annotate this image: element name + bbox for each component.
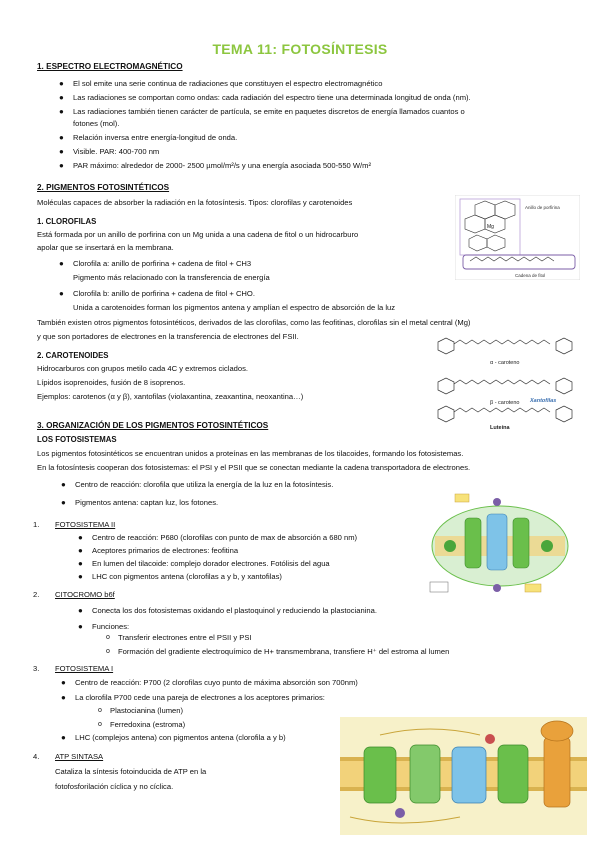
bullet-icon: ● (59, 93, 64, 102)
photosystems-line-1: Los pigmentos fotosintéticos se encuentran unidos a proteínas en las membranas de los tilacoides, formando los fotosistemas. (37, 449, 464, 458)
list-item: ● Las radiaciones también tienen carácter de partícula, se emite en paquetes discretos de energía llamados cuantos o (59, 107, 465, 116)
list-item: o Formación del gradiente electroquímico de H+ transmembrana, transfiere H⁺ del estroma al lumen (106, 647, 450, 656)
atp-line-1: Cataliza la síntesis fotoinducida de ATP en la (55, 767, 207, 776)
list-item: ● Relación inversa entre energía-longitud de onda. (59, 133, 238, 142)
list-item: ● Visible. PAR: 400-700 nm (59, 147, 160, 156)
list-item: ● Centro de reacción: clorofila que utiliza la energía de la luz en la fotosíntesis. (61, 480, 334, 489)
circle-bullet-icon: o (106, 634, 110, 641)
carotenoid-heading: 2. CAROTENOIDES (37, 351, 109, 360)
list-item: ● La clorofila P700 cede una pareja de electrones a los aceptores primarios: (61, 693, 325, 702)
chlorophyll-line-4: y que son portadores de electrones en la transferencia de electrones del FSII. (37, 332, 299, 341)
section-1-list (59, 79, 573, 173)
bullet-icon: ● (78, 546, 83, 555)
porphyrin-label: Anillo de porfirina (525, 205, 560, 210)
chlorophyll-line-3: También existen otros pigmentos fotosintéticos, derivados de las clorofilas, como las feofitinas, clorofilas sin el metal central (Mg) (37, 318, 471, 327)
beta-carotene-label: β - caroteno (490, 400, 520, 406)
bullet-icon: ● (61, 498, 66, 507)
list-item: ● Clorofila b: anillo de porfirina + cadena de fitol + CHO. (59, 289, 255, 298)
chlorophyll-line-2: apolar que se insertará en la membrana. (37, 243, 174, 252)
photosystems-list (61, 480, 435, 510)
section-2-heading: 2. PIGMENTOS FOTOSINTÉTICOS (37, 183, 170, 192)
carotenoid-line-2: Lípidos isoprenoides, fusión de 8 isoprenos. (37, 378, 186, 387)
list-item-continued: Pigmento más relacionado con la transferencia de energía (73, 273, 270, 282)
psi-list (61, 678, 455, 705)
thylakoid-membrane-figure (340, 717, 587, 835)
bullet-icon: ● (78, 533, 83, 542)
page-title: TEMA 11: FOTOSÍNTESIS (212, 41, 388, 57)
bullet-icon: ● (59, 289, 64, 298)
bullet-icon: ● (61, 733, 66, 742)
list-item: ● PAR máximo: alrededor de 2000- 2500 µmol/m²/s y una energía asociada 500-550 W/m² (59, 161, 372, 170)
alpha-carotene-label: α - caroteno (490, 360, 520, 366)
photosystems-heading: LOS FOTOSISTEMAS (37, 435, 117, 444)
list-item-continued: Unida a carotenoides forman los pigmentos antena y amplían el espectro de absorción de la luz (73, 303, 396, 312)
list-item: ● Pigmentos antena: captan luz, los fotones. (61, 498, 219, 507)
xanthophylls-label: Xantofilas (530, 398, 557, 404)
list-item: ● LHC (complejos antena) con pigmentos antena (clorofila a y b) (61, 733, 286, 742)
list-item: ● Centro de reacción: P700 (2 clorofilas cuyo punto de máxima absorción son 700nm) (61, 678, 358, 687)
bullet-icon: ● (78, 572, 83, 581)
bullet-icon: ● (59, 259, 64, 268)
list-item: ● Centro de reacción: P680 (clorofilas con punto de max de absorción a 680 nm) (78, 533, 358, 542)
lutein-label: Luteína (490, 425, 510, 430)
photosystems-line-2: En la fotosíntesis cooperan dos fotosistemas: el PSI y el PSII que se conectan mediante la cadena transportadora de electrones. (37, 463, 471, 472)
list-item: ● LHC con pigmentos antena (clorofilas a y b, y xantofilas) (78, 572, 282, 581)
list-item: ● Las radiaciones se comportan como ondas: cada radiación del espectro tiene una determinada longitud de onda (nm). (59, 93, 471, 102)
item-4-title: 4. ATP SINTASA (33, 752, 104, 761)
circle-bullet-icon: o (98, 721, 102, 728)
photosystem-diagram-figure (425, 488, 575, 600)
chlorophyll-line-1: Está formada por un anillo de porfirina con un Mg unida a una cadena de fitol o un hidrocarburo (37, 230, 359, 239)
cytochrome-sublist (106, 633, 578, 659)
psii-list (78, 533, 432, 584)
bullet-icon: ● (78, 559, 83, 568)
bullet-icon: ● (59, 79, 64, 88)
section-1-heading: 1. ESPECTRO ELECTROMAGNÉTICO (37, 62, 183, 71)
item-3-title: 3. FOTOSISTEMA I (33, 664, 114, 673)
circle-bullet-icon: o (98, 707, 102, 714)
bullet-icon: ● (59, 133, 64, 142)
list-item: ● En lumen del tilacoide: complejo dorador electrones. Fotólisis del agua (78, 559, 330, 568)
bullet-icon: ● (61, 678, 66, 687)
bullet-icon: ● (59, 107, 64, 116)
chlorophyll-heading: 1. CLOROFILAS (37, 217, 97, 226)
psi-list-2 (61, 733, 345, 745)
svg-text:Mg: Mg (487, 224, 494, 230)
carotenoid-line-3: Ejemplos: carotenos (α y β), xantofilas (violaxantina, zeaxantina, neoxantina…) (37, 392, 304, 401)
bullet-icon: ● (59, 161, 64, 170)
bullet-icon: ● (78, 622, 83, 631)
list-item: ● Funciones: (78, 622, 130, 631)
list-item: ● El sol emite una serie continua de radiaciones que constituyen el espectro electromagnético (59, 79, 383, 88)
item-1-title: 1. FOTOSISTEMA II (33, 520, 116, 529)
bullet-icon: ● (61, 693, 66, 702)
list-item: o Ferredoxina (estroma) (98, 720, 186, 729)
list-item-continued: fotones (mol). (73, 119, 120, 128)
psi-sublist (98, 706, 310, 732)
atp-line-2: fotofosforilación cíclica y no cíclica. (55, 782, 174, 791)
list-item: ● Clorofila a: anillo de porfirina + cadena de fitol + CH3 (59, 259, 252, 268)
carotenoid-line-1: Hidrocarburos con grupos metilo cada 4C y extremos ciclados. (37, 364, 249, 373)
chlorophyll-list (59, 259, 473, 315)
phytol-label: Cadena de fitol (515, 273, 546, 278)
section-3-heading: 3. ORGANIZACIÓN DE LOS PIGMENTOS FOTOSINTÉTICOS (37, 421, 269, 430)
bullet-icon: ● (61, 480, 66, 489)
bullet-icon: ● (59, 147, 64, 156)
list-item: ● Aceptores primarios de electrones: feofitina (78, 546, 239, 555)
list-item: ● Conecta los dos fotosistemas oxidando el plastoquinol y reduciendo la plastocianina. (78, 606, 377, 615)
item-2-title: 2. CITOCROMO b6f (33, 590, 115, 599)
chlorophyll-structure-figure (455, 195, 580, 280)
circle-bullet-icon: o (106, 648, 110, 655)
bullet-icon: ● (78, 606, 83, 615)
list-item: o Transferir electrones entre el PSII y PSI (106, 633, 252, 642)
list-item: o Plastocianina (lumen) (98, 706, 184, 715)
carotenoid-structures-figure (430, 330, 585, 430)
section-2-intro: Moléculas capaces de absorber la radiación en la fotosíntesis. Tipos: clorofilas y carotenoides (37, 198, 353, 207)
cytochrome-list (78, 606, 552, 634)
